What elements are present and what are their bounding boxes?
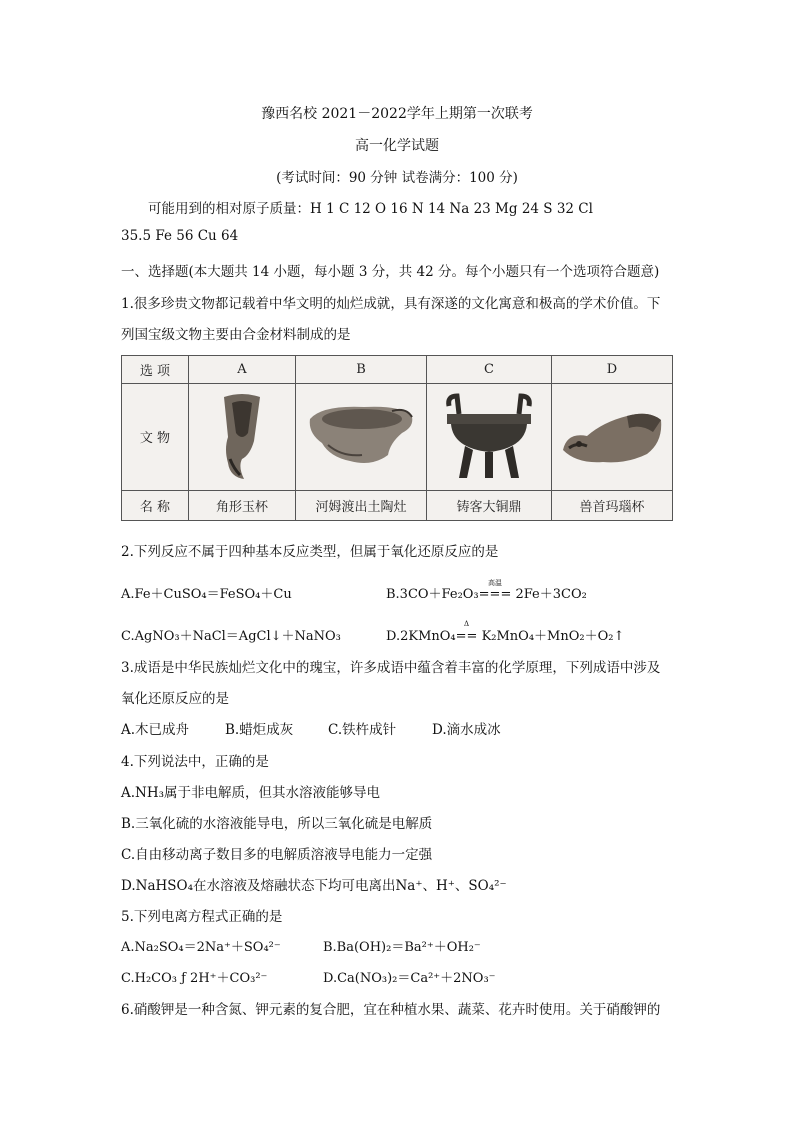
pottery-stove-image [302, 397, 420, 477]
q3-stem-line2: 氧化还原反应的是 [121, 691, 229, 707]
section-heading: 一、选择题(本大题共 14 小题，每小题 3 分，共 42 分。每个小题只有一个选项符合题意) [121, 264, 660, 280]
artifact-c-name: 铸客大铜鼎 [427, 490, 552, 520]
table-header-label: 选 项 [122, 356, 189, 384]
q2-d-reactants: D.2KMnO₄ [386, 629, 456, 644]
bronze-ding-image [437, 392, 541, 482]
artifact-c-cell [427, 384, 552, 490]
q2-d-condition: Δ [464, 620, 470, 628]
q3-option-b: B.蜡炬成灰 [225, 722, 294, 738]
q2-d-arrow-sign: == [455, 629, 478, 644]
q3-option-a: A.木已成舟 [121, 722, 190, 738]
q2-option-c: C.AgNO₃＋NaCl＝AgCl↓＋NaNO₃ [121, 629, 341, 644]
q2-b-arrow [478, 579, 512, 602]
q2-b-condition: 高温 [488, 579, 502, 587]
table-option-d: D [552, 356, 673, 384]
q5-option-a: A.Na₂SO₄＝2Na⁺＋SO₄²⁻ [121, 940, 281, 955]
q2-option-a: A.Fe＋CuSO₄＝FeSO₄＋Cu [121, 587, 292, 602]
q2-option-b [386, 579, 587, 602]
table-name-label: 名 称 [122, 490, 189, 520]
q3-stem-line1: 3.成语是中华民族灿烂文化中的瑰宝，许多成语中蕴含着丰富的化学原理，下列成语中涉及 [121, 660, 661, 676]
agate-beast-cup-image [557, 402, 667, 472]
q3-option-d: D.滴水成冰 [432, 722, 501, 738]
q5-option-c: C.H₂CO₃ ƒ 2H⁺＋CO₃²⁻ [121, 971, 268, 986]
q1-stem-line2: 列国宝级文物主要由合金材料制成的是 [121, 327, 351, 343]
q5-option-d: D.Ca(NO₃)₂＝Ca²⁺＋2NO₃⁻ [323, 971, 496, 986]
artifact-b-name: 河姆渡出土陶灶 [296, 490, 427, 520]
q3-option-c: C.铁杵成针 [328, 722, 397, 738]
q1-stem-line1: 1.很多珍贵文物都记载着中华文明的灿烂成就，具有深遂的文化寓意和极高的学术价值。下 [121, 296, 661, 312]
q2-d-arrow [455, 620, 478, 644]
q2-b-reactants: B.3CO＋Fe₂O₃ [386, 587, 479, 602]
table-option-b: B [296, 356, 427, 384]
q5-option-b: B.Ba(OH)₂＝Ba²⁺＋OH₂⁻ [323, 940, 481, 955]
q2-b-arrow-sign: === [478, 587, 512, 602]
q4-stem: 4.下列说法中，正确的是 [121, 754, 269, 770]
artifact-b-cell [296, 384, 427, 490]
jade-horn-cup-image [212, 389, 272, 485]
q4-option-d: D.NaHSO₄在水溶液及熔融状态下均可电离出Na⁺、H⁺、SO₄²⁻ [121, 878, 507, 894]
q6-stem-line1: 6.硝酸钾是一种含氮、钾元素的复合肥，宜在种植水果、蔬菜、花卉时使用。关于硝酸钾的 [121, 1002, 661, 1018]
exam-title: 豫西名校 2021－2022学年上期第一次联考 [261, 106, 533, 122]
artifact-d-name: 兽首玛瑙杯 [552, 490, 673, 520]
exam-meta: (考试时间：90 分钟 试卷满分：100 分) [276, 170, 518, 186]
exam-subtitle: 高一化学试题 [355, 138, 439, 154]
q4-option-b: B.三氧化硫的水溶液能导电，所以三氧化硫是电解质 [121, 816, 433, 832]
table-option-c: C [427, 356, 552, 384]
artifact-a-name: 角形玉杯 [189, 490, 296, 520]
table-image-label: 文 物 [122, 384, 189, 490]
artifact-d-cell [552, 384, 673, 490]
q2-stem: 2.下列反应不属于四种基本反应类型，但属于氧化还原反应的是 [121, 544, 499, 560]
atomic-masses-line1: 可能用到的相对原子质量：H 1 C 12 O 16 N 14 Na 23 Mg 24 S 32 Cl [148, 201, 593, 217]
q2-option-d [386, 620, 625, 644]
table-option-a: A [189, 356, 296, 384]
q5-stem: 5.下列电离方程式正确的是 [121, 909, 283, 925]
artifact-a-cell [189, 384, 296, 490]
q4-option-c: C.自由移动离子数目多的电解质溶液导电能力一定强 [121, 847, 433, 863]
q2-d-products: K₂MnO₄＋MnO₂＋O₂↑ [477, 629, 625, 644]
q1-artifacts-table [121, 355, 673, 521]
atomic-masses-line2: 35.5 Fe 56 Cu 64 [121, 228, 239, 244]
q2-b-products: 2Fe＋3CO₂ [511, 587, 587, 602]
q4-option-a: A.NH₃属于非电解质，但其水溶液能够导电 [121, 785, 381, 801]
